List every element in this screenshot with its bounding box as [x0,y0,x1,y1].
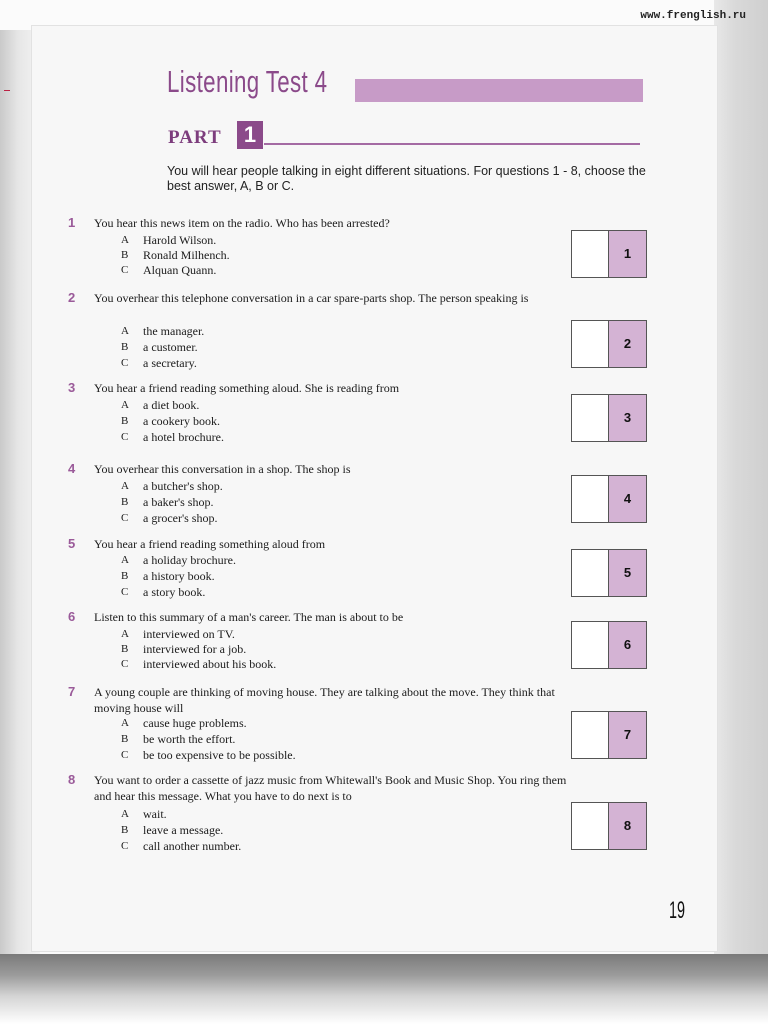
option-text: the manager. [143,324,205,338]
option-text: a history book. [143,569,215,583]
option-c [121,355,421,371]
option-c [121,584,421,600]
option-text: a butcher's shop. [143,479,223,493]
option-letter: C [121,264,129,276]
answer-box-number: 3 [609,395,646,441]
instructions: You will hear people talking in eight different situations. For questions 1 - 8, choose the best answer, A, B or C. [167,164,646,193]
option-letter: A [121,808,129,820]
option-letter: B [121,570,129,582]
option-b [121,494,421,510]
answer-field[interactable] [572,550,609,596]
option-text: a grocer's shop. [143,511,218,525]
option-c [121,262,421,278]
question-number: 7 [68,684,76,699]
option-b [121,731,421,747]
question-text: You want to order a cassette of jazz music from Whitewall's Book and Music Shop. You ring them and hear this message. What you have to do next is to [94,773,567,803]
option-text: a cookery book. [143,414,220,428]
option-letter: B [121,824,129,836]
option-letter: C [121,431,129,443]
option-letter: C [121,586,129,598]
answer-box-6[interactable] [571,621,647,669]
option-text: be worth the effort. [143,732,236,746]
question-text: A young couple are thinking of moving house. They are talking about the move. They think that moving house will [94,685,555,715]
answer-box-number: 7 [609,712,646,758]
question-text: You hear this news item on the radio. Who has been arrested? [94,216,390,230]
right-edge-shadow [714,0,768,1024]
answer-box-number: 5 [609,550,646,596]
answer-box-number: 1 [609,231,646,277]
answer-box-3[interactable] [571,394,647,442]
option-a [121,552,421,568]
option-letter: A [121,234,129,246]
answer-box-4[interactable] [571,475,647,523]
option-letter: B [121,496,129,508]
option-text: wait. [143,807,167,821]
option-text: a holiday brochure. [143,553,236,567]
option-a [121,715,421,731]
question-number: 6 [68,609,76,624]
option-a [121,626,421,642]
option-a [121,232,421,248]
option-letter: A [121,717,129,729]
option-letter: B [121,249,129,261]
option-letter: A [121,554,129,566]
option-text: Harold Wilson. [143,233,217,247]
option-letter: C [121,512,129,524]
answer-field[interactable] [572,622,609,668]
question-number: 4 [68,461,76,476]
option-c [121,747,421,763]
option-letter: A [121,480,129,492]
option-c [121,838,421,854]
option-b [121,247,421,263]
option-a [121,323,421,339]
question-6 [68,609,628,674]
answer-field[interactable] [572,803,609,849]
option-a [121,806,421,822]
question-7 [68,684,628,764]
option-text: interviewed on TV. [143,627,235,641]
option-b [121,413,421,429]
option-b [121,822,421,838]
option-letter: B [121,415,129,427]
option-c [121,656,421,672]
option-letter: A [121,325,129,337]
answer-field[interactable] [572,231,609,277]
part-label: PART [168,127,222,148]
option-b [121,641,421,657]
part-underline [264,143,640,145]
watermark: www.frenglish.ru [640,10,746,22]
title-bar [355,79,643,102]
question-text: Listen to this summary of a man's career. The man is about to be [94,610,404,624]
option-text: a story book. [143,585,206,599]
option-c [121,510,421,526]
option-a [121,478,421,494]
option-text: Ronald Milhench. [143,248,230,262]
option-b [121,339,421,355]
answer-field[interactable] [572,476,609,522]
option-letter: C [121,749,129,761]
answer-field[interactable] [572,712,609,758]
option-text: a customer. [143,340,198,354]
option-letter: C [121,658,129,670]
question-text: You overhear this conversation in a shop. The shop is [94,462,351,476]
question-text: You hear a friend reading something aloud. She is reading from [94,381,400,395]
option-text: a hotel brochure. [143,430,224,444]
answer-box-number: 2 [609,321,646,367]
option-letter: B [121,341,129,353]
bottom-edge-shadow [0,954,768,1024]
answer-box-7[interactable] [571,711,647,759]
answer-box-number: 6 [609,622,646,668]
option-text: a secretary. [143,356,197,370]
answer-box-8[interactable] [571,802,647,850]
option-text: a diet book. [143,398,200,412]
answer-box-5[interactable] [571,549,647,597]
question-3 [68,380,628,445]
option-text: call another number. [143,839,242,853]
option-letter: C [121,357,129,369]
question-number: 2 [68,290,76,305]
question-text: You hear a friend reading something aloud from [94,537,326,551]
option-b [121,568,421,584]
question-number: 1 [68,215,76,230]
option-text: Alquan Quann. [143,263,217,277]
page-number: 19 [669,897,686,924]
answer-box-1[interactable] [571,230,647,278]
option-letter: B [121,643,129,655]
margin-mark [4,90,10,91]
option-a [121,397,421,413]
option-text: a baker's shop. [143,495,214,509]
option-letter: A [121,628,129,640]
question-number: 5 [68,536,76,551]
part-number: 1 [237,121,263,149]
answer-field[interactable] [572,321,609,367]
answer-field[interactable] [572,395,609,441]
page-title: Listening Test 4 [167,64,328,99]
option-text: be too expensive to be possible. [143,748,296,762]
answer-box-number: 4 [609,476,646,522]
question-number: 8 [68,772,76,787]
question-text: You overhear this telephone conversation in a car spare-parts shop. The person speaking is [94,291,529,305]
option-text: leave a message. [143,823,224,837]
option-letter: A [121,399,129,411]
option-text: interviewed about his book. [143,657,277,671]
answer-box-number: 8 [609,803,646,849]
option-c [121,429,421,445]
question-number: 3 [68,380,76,395]
question-2 [68,290,628,370]
option-text: cause huge problems. [143,716,247,730]
question-1 [68,215,628,275]
question-4 [68,461,628,526]
option-text: interviewed for a job. [143,642,247,656]
question-8 [68,772,628,857]
question-5 [68,536,628,601]
answer-box-2[interactable] [571,320,647,368]
option-letter: B [121,733,129,745]
option-letter: C [121,840,129,852]
